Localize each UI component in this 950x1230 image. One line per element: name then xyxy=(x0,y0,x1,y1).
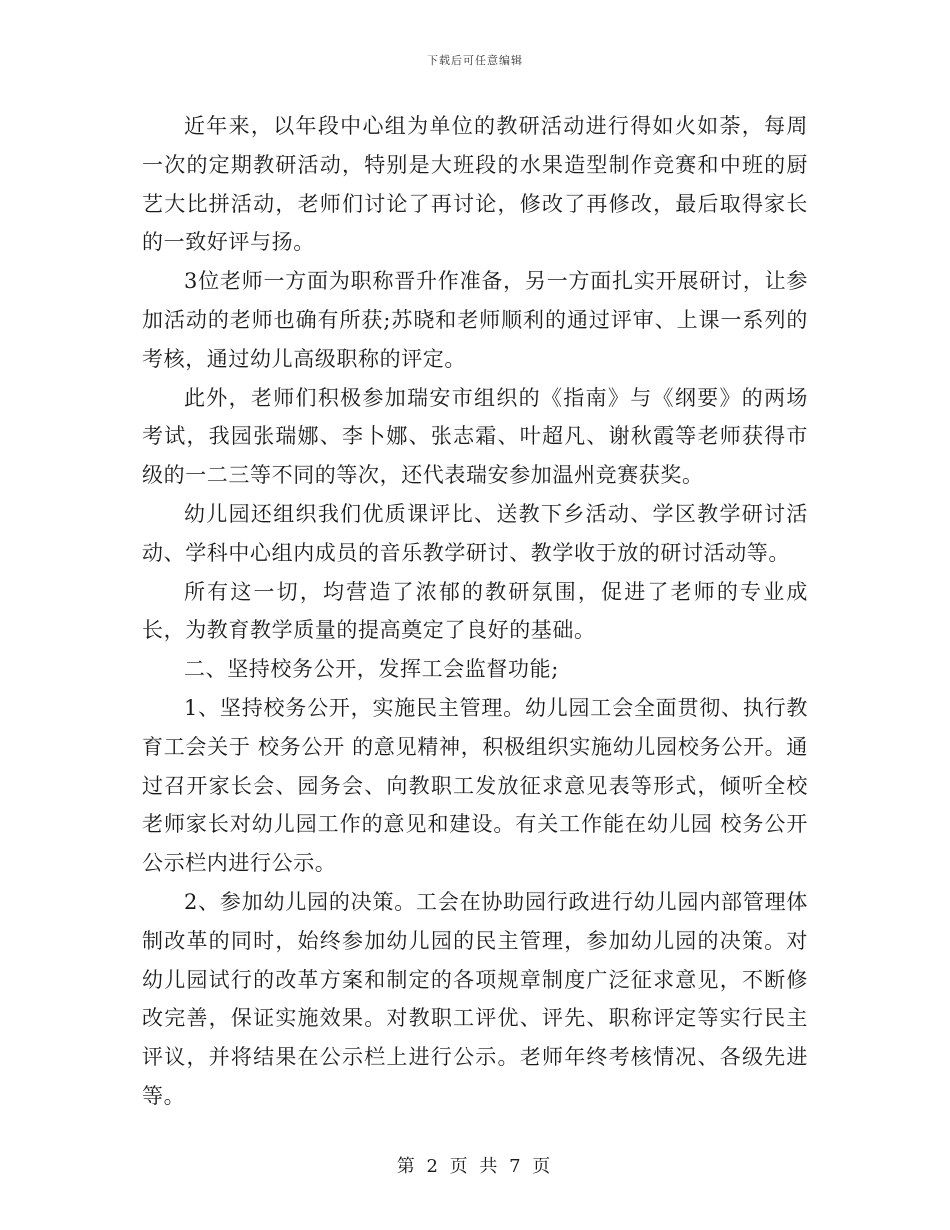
paragraph-7: 2、参加幼儿园的决策。工会在协助园行政进行幼儿园内部管理体制改革的同时，始终参加幼儿园的民主管理，参加幼儿园的决策。对幼儿园试行的改革方案和制定的各项规章制度广泛征求意见，不断修改完善，保证实施效果。对教职工评优、评先、职称评定等实行民主评议，并将结果在公示栏上进行公示。老师年终考核情况、各级先进等。 xyxy=(142,889,808,1108)
page-footer: 第 2 页 共 7 页 xyxy=(396,1156,554,1177)
paragraph-3: 此外，老师们积极参加瑞安市组织的《指南》与《纲要》的两场考试，我园张瑞娜、李卜娜、张志霜、叶超凡、谢秋霞等老师获得市级的一二三等不同的等次，还代表瑞安参加温州竞赛获奖。 xyxy=(142,385,808,488)
section-heading: 二、坚持校务公开，发挥工会监督功能; xyxy=(184,657,559,682)
paragraph-6: 1、坚持校务公开，实施民主管理。幼儿园工会全面贯彻、执行教育工会关于 校务公开 的意见精神，积极组织实施幼儿园校务公开。通过召开家长会、园务会、向教职工发放征求意见表等形式，倾听全校老师家长对幼儿园工作的意见和建设。有关工作能在幼儿园 校务公开 公示栏内进行公示。 xyxy=(142,695,808,876)
paragraph-2: 3位老师一方面为职称晋升作准备，另一方面扎实开展研讨，让参加活动的老师也确有所获;苏晓和老师顺利的通过评审、上课一系列的考核，通过幼儿高级职称的评定。 xyxy=(142,269,808,371)
page-header: 下载后可任意编辑 xyxy=(427,54,523,67)
paragraph-1: 近年来，以年段中心组为单位的教研活动进行得如火如荼，每周一次的定期教研活动，特别是大班段的水果造型制作竞赛和中班的厨艺大比拼活动，老师们讨论了再讨论，修改了再修改，最后取得家长的一致好评与扬。 xyxy=(142,114,808,255)
paragraph-5: 所有这一切，均营造了浓郁的教研氛围，促进了老师的专业成长，为教育教学质量的提高奠定了良好的基础。 xyxy=(142,579,808,643)
paragraph-4: 幼儿园还组织我们优质课评比、送教下乡活动、学区教学研讨活动、学科中心组内成员的音乐教学研讨、教学收于放的研讨活动等。 xyxy=(142,501,808,565)
document-body xyxy=(142,107,808,1116)
